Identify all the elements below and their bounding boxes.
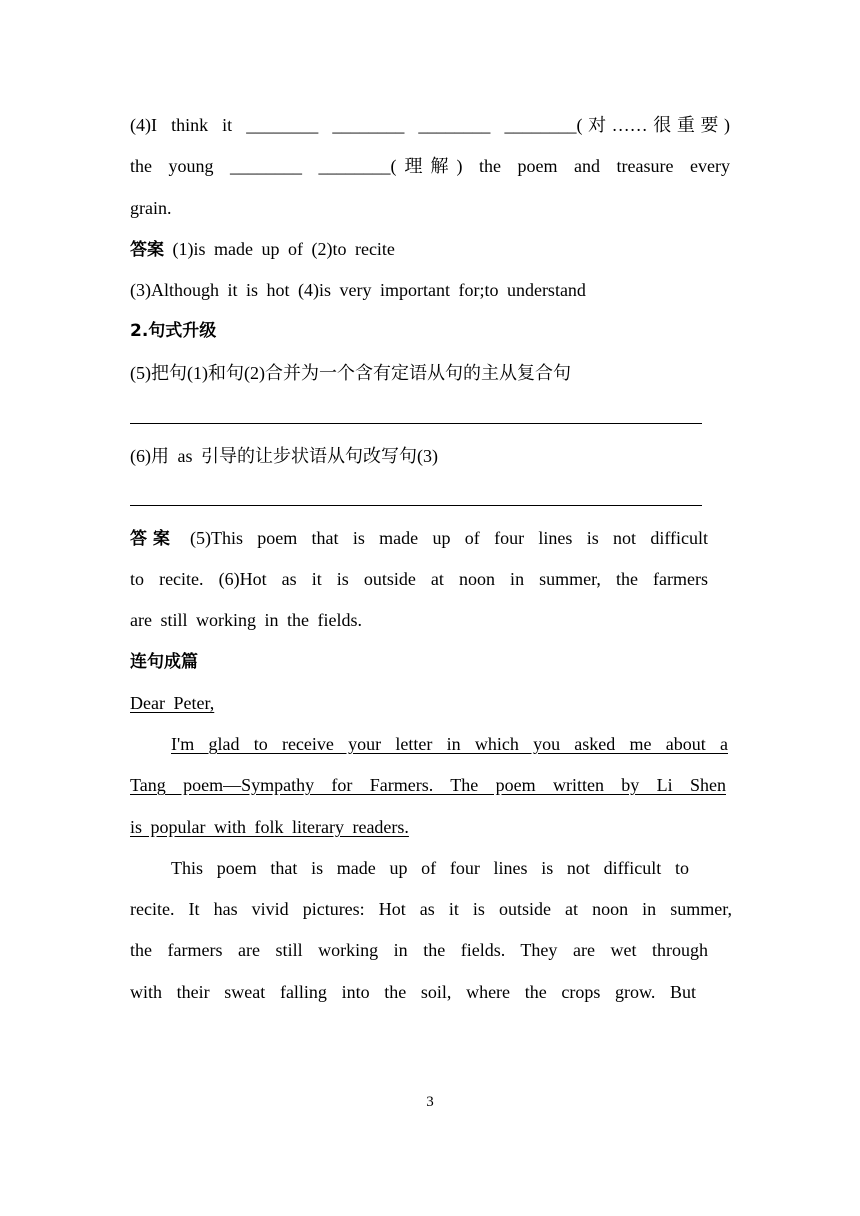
letter-paragraph-2-line-3: the farmers are still working in the fields. They are wet through bbox=[130, 940, 708, 960]
answer-label-2: 答案 bbox=[130, 529, 176, 549]
letter-paragraph-2-line-2: recite. It has vivid pictures: Hot as it is outside at noon in summer, bbox=[130, 899, 732, 919]
page-number: 3 bbox=[426, 1094, 434, 1110]
exercise-5-prompt: (5)把句(1)和句(2)合并为一个含有定语从句的主从复合句 bbox=[130, 363, 571, 383]
letter-paragraph-2-line-1: This poem that is made up of four lines is not difficult to bbox=[171, 858, 689, 878]
section-heading-composition: 连句成篇 bbox=[130, 652, 198, 672]
answer-line-1 bbox=[130, 237, 730, 262]
letter-paragraph-1-line-3: is popular with folk literary readers. bbox=[130, 817, 409, 837]
exercise-4-line: (4)I think it ________ ________ ________ ________(对……很重要) bbox=[130, 115, 730, 135]
exercise-4-line-cont: the young ________ ________(理解) the poem and treasure every bbox=[130, 156, 730, 176]
answer-text: (1)is made up of (2)to recite bbox=[164, 239, 395, 259]
letter-paragraph-1-line-1: I'm glad to receive your letter in which you asked me about a bbox=[171, 734, 728, 754]
section-heading-sentence-upgrade: 2.句式升级 bbox=[130, 321, 217, 341]
answer-text-2: (5)This poem that is made up of four lines is not difficult bbox=[175, 528, 709, 548]
answer-label: 答案 bbox=[130, 240, 164, 260]
answer-line-4: to recite. (6)Hot as it is outside at noon in summer, the farmers bbox=[130, 569, 708, 589]
exercise-4-line-end: grain. bbox=[130, 198, 172, 218]
exercise-6-prompt: (6)用 as 引导的让步状语从句改写句(3) bbox=[130, 446, 438, 466]
answer-line-3 bbox=[130, 526, 708, 551]
answer-blank-line-5 bbox=[130, 423, 702, 424]
answer-blank-line-6 bbox=[130, 505, 702, 506]
letter-salutation: Dear Peter, bbox=[130, 693, 215, 713]
answer-line-5: are still working in the fields. bbox=[130, 610, 362, 630]
letter-paragraph-1-line-2: Tang poem—Sympathy for Farmers. The poem written by Li Shen bbox=[130, 775, 726, 795]
letter-paragraph-2-line-4: with their sweat falling into the soil, where the crops grow. But bbox=[130, 982, 696, 1002]
answer-line-2: (3)Although it is hot (4)is very important for;to understand bbox=[130, 280, 586, 300]
